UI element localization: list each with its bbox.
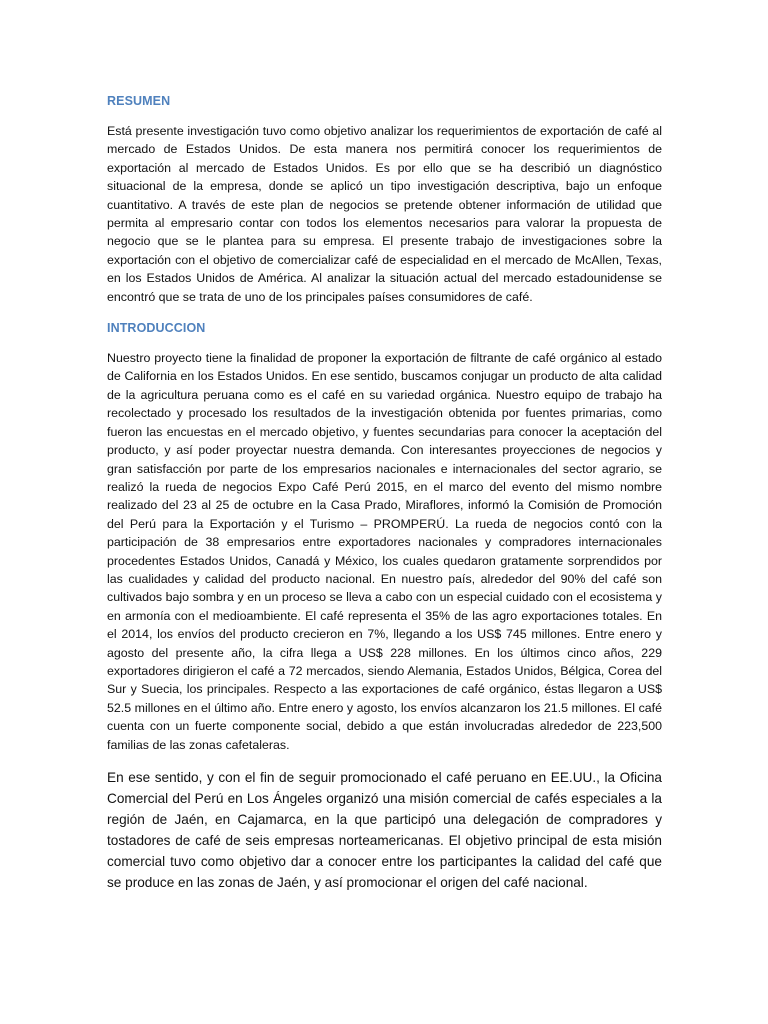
section-heading-resumen: RESUMEN — [107, 94, 171, 108]
introduccion-paragraph-2: En ese sentido, y con el fin de seguir promocionado el café peruano en EE.UU., la Oficina Comercial del Perú en Los Ángeles organizó una misión comercial de cafés especiales a la región de Jaén, en Cajamarca, en la que participó una delegación de compradores y tostadores de café de seis empresas norteamericanas. El objetivo principal de esta misión comercial tuvo como objetivo dar a conocer entre los participantes la calidad del café que se produce en las zonas de Jaén, y así promocionar el origen del café nacional. — [107, 770, 662, 890]
introduccion-paragraph-1: Nuestro proyecto tiene la finalidad de proponer la exportación de filtrante de café orgánico al estado de California en los Estados Unidos. En ese sentido, buscamos conjugar un producto de alta calidad de la agricultura peruana como es el café en su variedad orgánica. Nuestro equipo de trabajo ha recolectado y procesado los resultados de la investigación obtenida por fuentes primarias, como fueron las encuestas en el mercado objetivo, y fuentes secundarias para conocer la aceptación del producto, y así poder proyectar nuestra demanda. Con interesantes proyecciones de negocios y gran satisfacción por parte de los empresarios nacionales e internacionales del sector agrario, se realizó la rueda de negocios Expo Café Perú 2015, en el marco del evento del mismo nombre realizado del 23 al 25 de octubre en la Casa Prado, Miraflores, informó la Comisión de Promoción del Perú para la Exportación y el Turismo – PROMPERÚ. La rueda de negocios contó con la participación de 38 empresarios entre exportadores nacionales y compradores internacionales procedentes Estados Unidos, Canadá y México, los cuales quedaron gratamente sorprendidos por las cualidades y calidad del producto nacional. En nuestro país, alrededor del 90% del café son cultivados bajo sombra y en un proceso se lleva a cabo con un especial cuidado con el ecosistema y en armonía con el medioambiente. El café representa el 35% de las agro exportaciones totales. En el 2014, los envíos del producto crecieron en 7%, llegando a los US$ 745 millones. Entre enero y agosto del presente año, la cifra llega a US$ 228 millones. En los últimos cinco años, 229 exportadores dirigieron el café a 72 mercados, siendo Alemania, Estados Unidos, Bélgica, Corea del Sur y Suecia, los principales. Respecto a las exportaciones de café orgánico, éstas llegaron a US$ 52.5 millones en el último año. Entre enero y agosto, los envíos alcanzaron los 21.5 millones. El café cuenta con un fuerte componente social, debido a que están involucradas alrededor de 223,500 familias de las zonas cafetaleras. — [107, 351, 662, 752]
section-heading-introduccion: INTRODUCCION — [107, 321, 206, 336]
resumen-paragraph: Está presente investigación tuvo como objetivo analizar los requerimientos de exportación de café al mercado de Estados Unidos. De esta manera nos permitirá conocer los requerimientos de exportación al mercado de Estados Unidos. Es por ello que se ha describió un diagnóstico situacional de la empresa, donde se aplicó un tipo investigación descriptiva, bajo un enfoque cuantitativo. A través de este plan de negocios se pretende obtener información de utilidad que permita al empresario contar con todos los elementos necesarios para valorar la propuesta de negocio que se le plantea para su empresa. El presente trabajo de investigaciones sobre la exportación con el objetivo de comercializar café de especialidad en el mercado de McAllen, Texas, en los Estados Unidos de América. Al analizar la situación actual del mercado estadounidense se encontró que se trata de uno de los principales países consumidores de café. — [107, 124, 662, 304]
